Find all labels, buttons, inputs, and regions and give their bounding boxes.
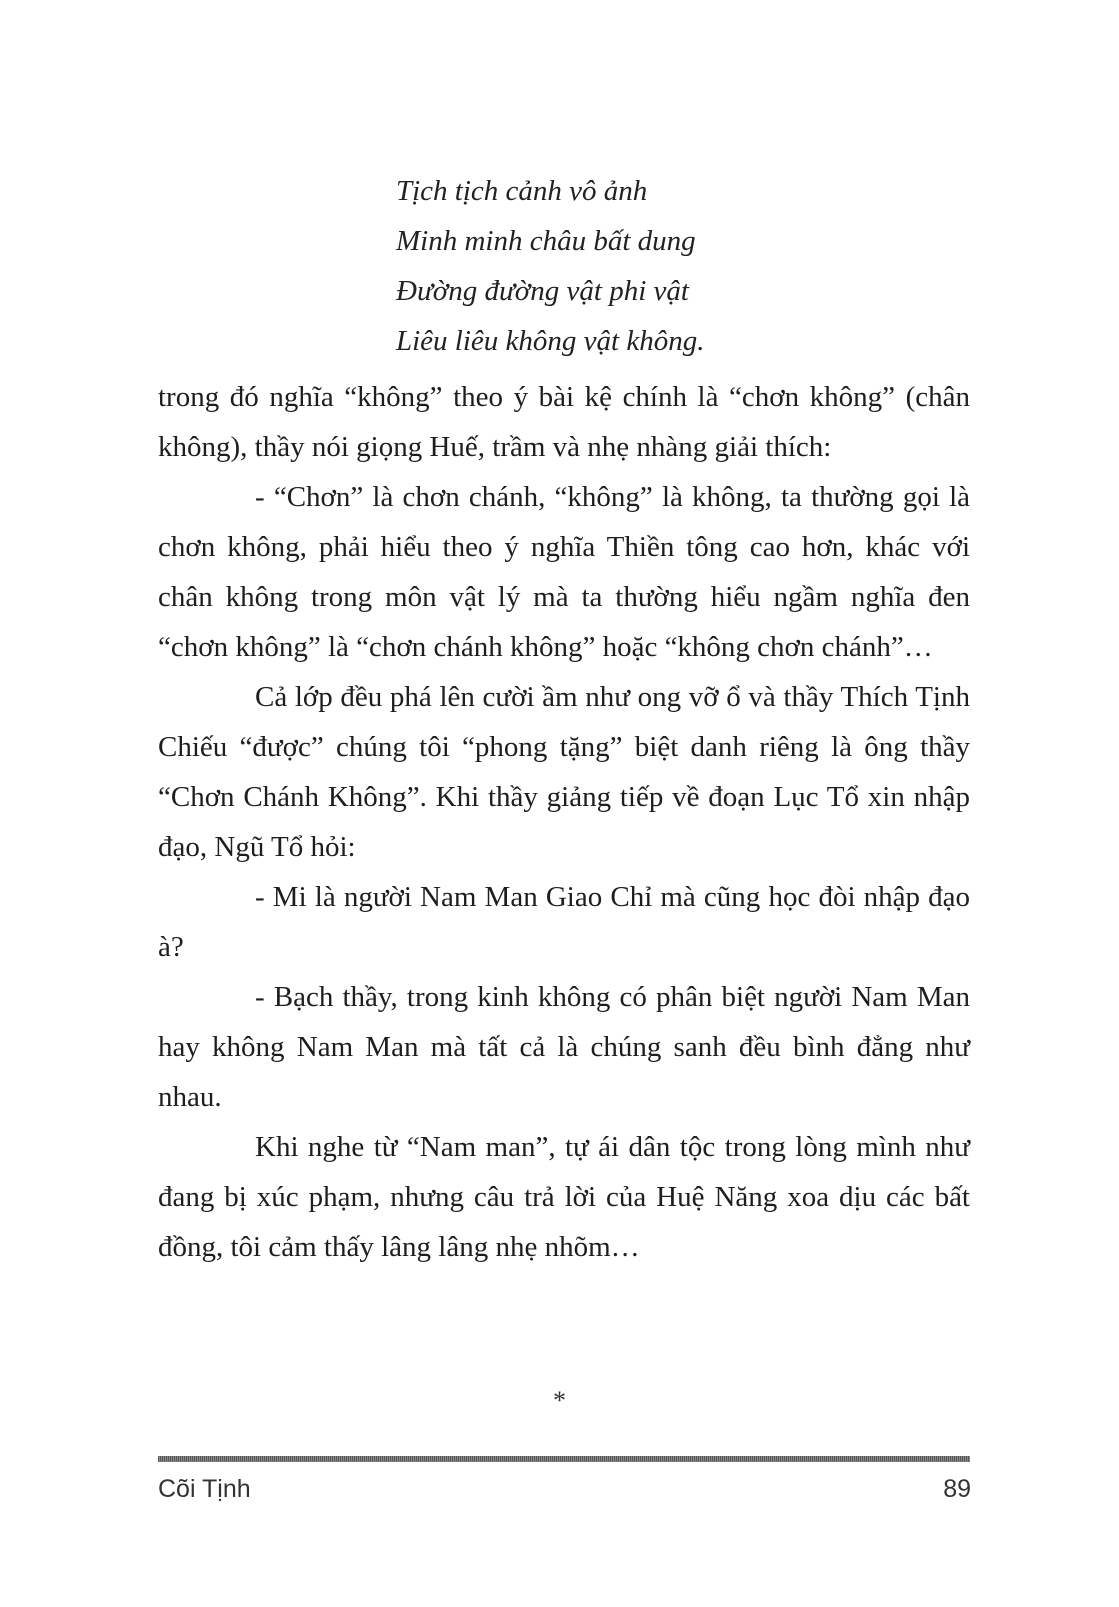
poem-line: Liêu liêu không vật không.	[396, 325, 705, 357]
poem-line: Minh minh châu bất dung	[396, 225, 696, 257]
paragraph-dialogue: - Bạch thầy, trong kinh không có phân biệt người Nam Man hay không Nam Man mà tất cả là chúng sanh đều bình đẳng như nhau.	[158, 981, 970, 1113]
poem-stanza	[396, 166, 996, 366]
body-text	[158, 372, 970, 1272]
footer-book-title: Cõi Tịnh	[158, 1475, 251, 1503]
paragraph-dialogue: - “Chơn” là chơn chánh, “không” là không, ta thường gọi là chơn không, phải hiểu theo ý nghĩa Thiền tông cao hơn, khác với chân không trong môn vật lý mà ta thường hiểu ngầm nghĩa đen “chơn không” là “chơn chánh không” hoặc “không chơn chánh”…	[158, 481, 970, 663]
poem-line: Tịch tịch cảnh vô ảnh	[396, 175, 648, 207]
paragraph-continuation: trong đó nghĩa “không” theo ý bài kệ chính là “chơn không” (chân không), thầy nói giọng Huế, trầm và nhẹ nhàng giải thích:	[158, 381, 970, 463]
paragraph: Khi nghe từ “Nam man”, tự ái dân tộc trong lòng mình như đang bị xúc phạm, nhưng câu trả lời của Huệ Năng xoa dịu các bất đồng, tôi cảm thấy lâng lâng nhẹ nhõm…	[158, 1131, 970, 1263]
footer-page-number: 89	[943, 1475, 971, 1503]
section-separator: *	[553, 1386, 566, 1415]
paragraph: Cả lớp đều phá lên cười ầm như ong vỡ ổ và thầy Thích Tịnh Chiếu “được” chúng tôi “phong tặng” biệt danh riêng là ông thầy “Chơn Chánh Không”. Khi thầy giảng tiếp về đoạn Lục Tổ xin nhập đạo, Ngũ Tổ hỏi:	[158, 681, 970, 863]
paragraph-dialogue: - Mi là người Nam Man Giao Chỉ mà cũng học đòi nhập đạo à?	[158, 881, 970, 963]
poem-line: Đường đường vật phi vật	[396, 275, 689, 307]
footer-rule	[158, 1456, 970, 1461]
